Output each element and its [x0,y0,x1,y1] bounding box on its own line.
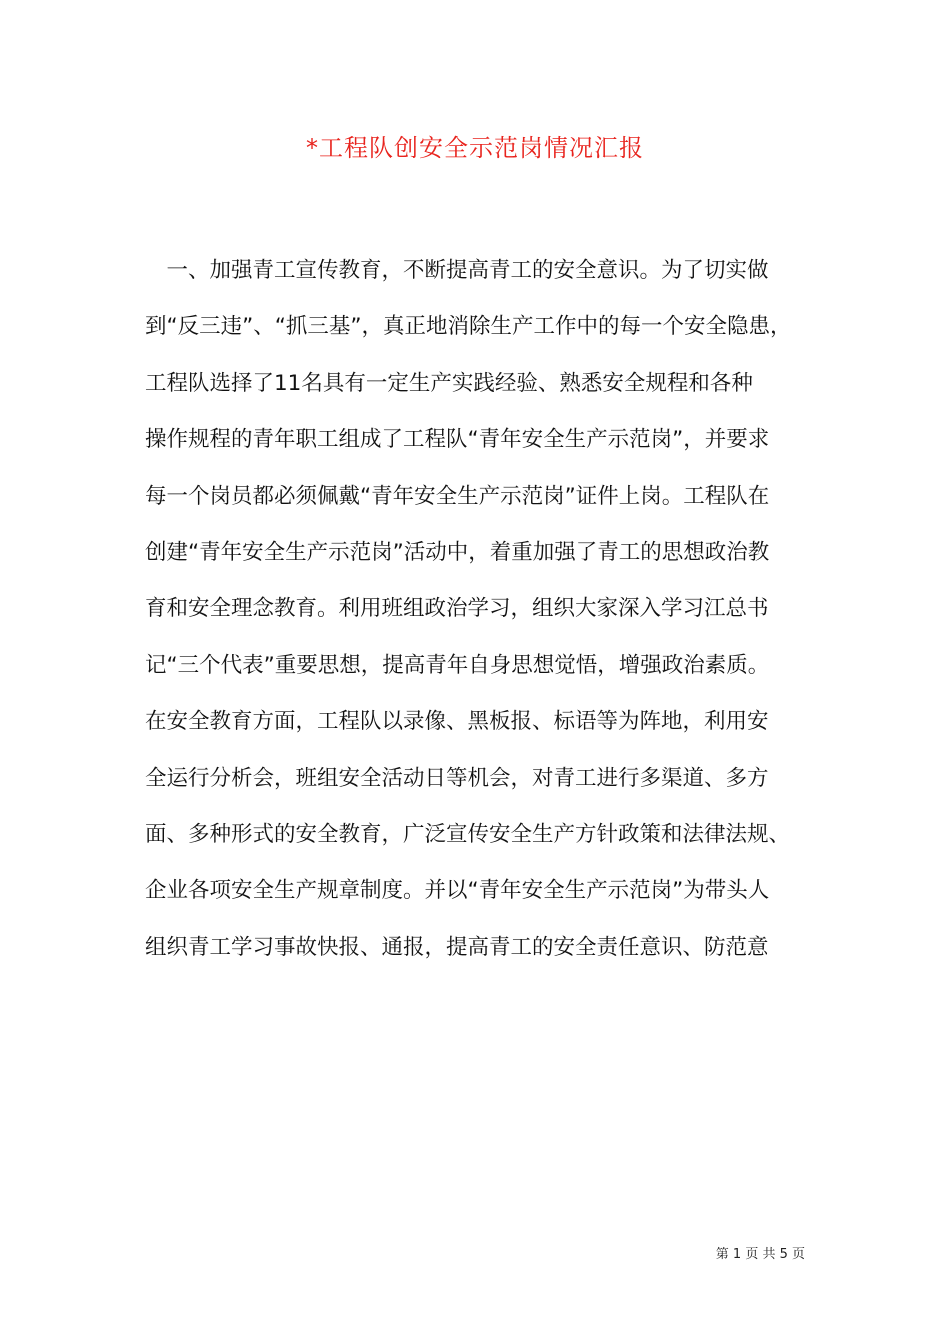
text-line: 工程队选择了11名具有一定生产实践经验、熟悉安全规程和各种 [145,370,753,396]
text-line: 全运行分析会，班组安全活动日等机会，对青工进行多渠道、多方 [145,765,769,791]
text-line: 在安全教育方面，工程队以录像、黑板报、标语等为阵地，利用安 [145,709,769,735]
text-line: 每一个岗员都必须佩戴“青年安全生产示范岗”证件上岗。工程队在 [145,483,770,509]
text-line: 面、多种形式的安全教育，广泛宣传安全生产方针政策和法律法规、 [145,821,791,847]
page-number: 第 1 页 共 5 页 [715,1247,805,1262]
text-line: 记“三个代表”重要思想，提高青年自身思想觉悟，增强政治素质。 [145,652,770,678]
text-line: 一、加强青工宣传教育，不断提高青工的安全意识。为了切实做 [145,258,769,283]
text-line: 到“反三违”、“抓三基”，真正地消除生产工作中的每一个安全隐患， [145,314,792,340]
text-line: 组织青工学习事故快报、通报，提高青工的安全责任意识、防范意 [145,934,769,960]
text-line: 创建“青年安全生产示范岗”活动中，着重加强了青工的思想政治教 [145,539,770,565]
body-text [145,248,845,981]
text-line: 企业各项安全生产规章制度。并以“青年安全生产示范岗”为带头人 [145,878,770,904]
text-line: 操作规程的青年职工组成了工程队“青年安全生产示范岗”，并要求 [145,427,770,453]
text-line: 育和安全理念教育。利用班组政治学习，组织大家深入学习江总书 [145,596,769,622]
page-title: *工程队创安全示范岗情况汇报 [306,134,644,162]
